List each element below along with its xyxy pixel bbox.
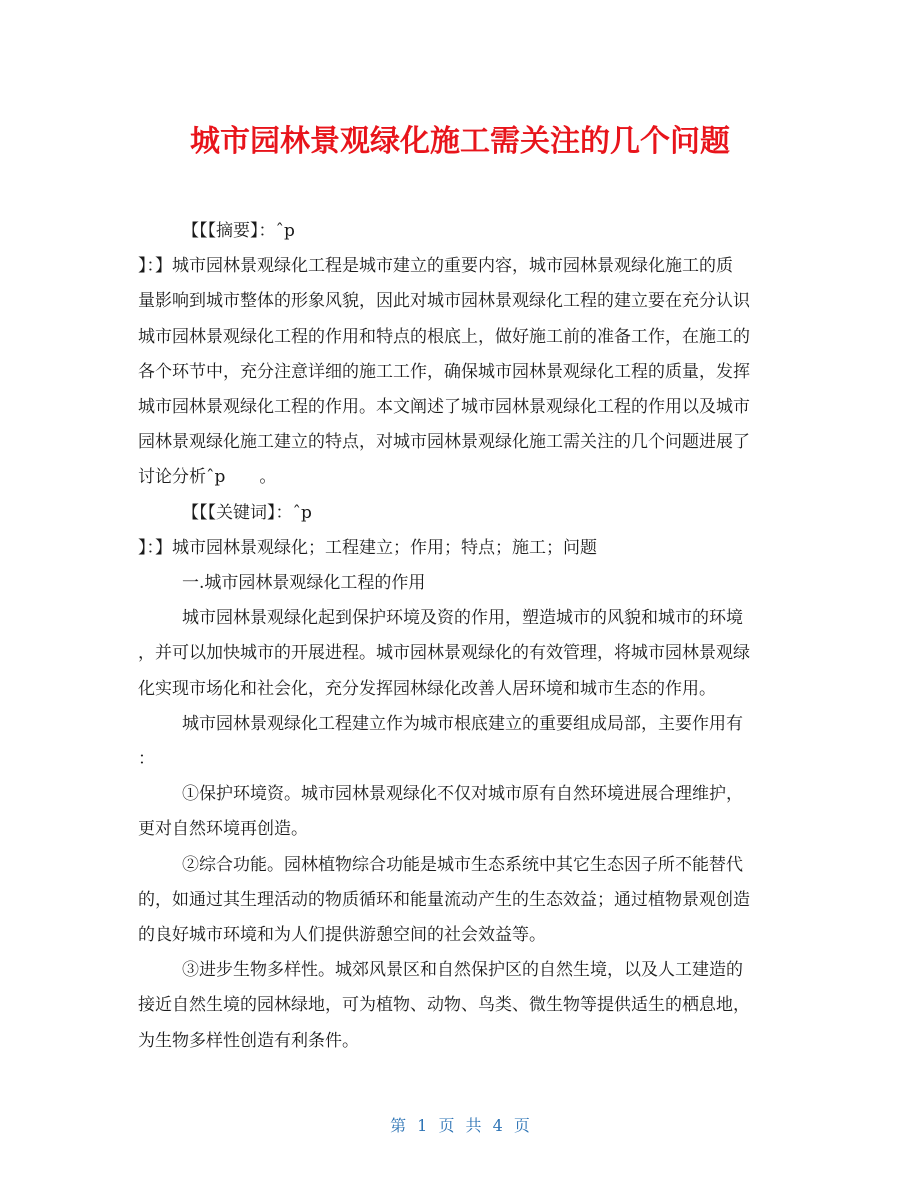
abstract-line: 园林景观绿化施工建立的特点，对城市园林景观绿化施工需关注的几个问题进展了 — [138, 432, 750, 453]
list-item-environment — [138, 777, 790, 847]
list-item-comprehensive-function — [138, 848, 790, 954]
abstract-line: 量影响到城市整体的形象风貌，因此对城市园林景观绿化工程的建立要在充分认识 — [138, 291, 750, 312]
abstract-line: 】：】城市园林景观绿化工程是城市建立的重要内容，城市园林景观绿化施工的质 — [138, 256, 733, 277]
section-heading: 一.城市园林景观绿化工程的作用 — [182, 573, 426, 594]
paragraph-line: 化实现市场化和社会化，充分发挥园林绿化改善人居环境和城市生态的作用。 — [138, 678, 716, 699]
paragraph-role-of-greening — [138, 601, 790, 707]
list-item-line: 接近自然生境的园林绿地，可为植物、动物、鸟类、微生物等提供适生的栖息地， — [138, 995, 750, 1016]
abstract-paragraph — [138, 249, 790, 495]
page-footer: 第 1 页 共 4 页 — [390, 1116, 530, 1135]
paragraph-line: 城市园林景观绿化起到保护环境及资的作用，塑造城市的风貌和城市的环境 — [182, 608, 743, 629]
keywords-line: 】：】城市园林景观绿化；工程建立；作用；特点；施工；问题 — [138, 537, 597, 558]
list-item-line: 的良好城市环境和为人们提供游憩空间的社会效益等。 — [138, 925, 546, 946]
list-item-line: ②综合功能。园林植物综合功能是城市生态系统中其它生态因子所不能替代 — [182, 854, 743, 875]
keywords-label: 【【【关键词】：ˆp — [182, 502, 312, 523]
paragraph-line: ，并可以加快城市的开展进程。城市园林景观绿化的有效管理，将城市园林景观绿 — [138, 643, 750, 664]
abstract-label: 【【【摘要】：ˆp — [182, 221, 295, 241]
list-item-line: 的，如通过其生理活动的物质循环和能量流动产生的生态效益；通过植物景观创造 — [138, 889, 750, 910]
list-item-line: ①保护环境资。城市园林景观绿化不仅对城市原有自然环境进展合理维护， — [182, 784, 743, 805]
list-item-line: 为生物多样性创造有利条件。 — [138, 1030, 359, 1051]
abstract-line: 城市园林景观绿化工程的作用。本文阐述了城市园林景观绿化工程的作用以及城市 — [138, 397, 750, 418]
list-item-line: 更对自然环境再创造。 — [138, 819, 308, 840]
abstract-line: 城市园林景观绿化工程的作用和特点的根底上，做好施工前的准备工作，在施工的 — [138, 326, 750, 347]
document-body — [138, 214, 790, 1059]
paragraph-main-functions — [138, 707, 790, 777]
list-item-line: ③进步生物多样性。城郊风景区和自然保护区的自然生境，以及人工建造的 — [182, 960, 743, 981]
list-item-biodiversity — [138, 953, 790, 1059]
paragraph-line: 城市园林景观绿化工程建立作为城市根底建立的重要组成局部，主要作用有 — [182, 713, 743, 734]
document-title: 城市园林景观绿化施工需关注的几个问题 — [190, 124, 730, 159]
abstract-line: 各个环节中，充分注意详细的施工工作，确保城市园林景观绿化工程的质量，发挥 — [138, 361, 750, 382]
paragraph-line: ： — [138, 749, 155, 770]
abstract-line: 讨论分析ˆp 。 — [138, 467, 277, 488]
